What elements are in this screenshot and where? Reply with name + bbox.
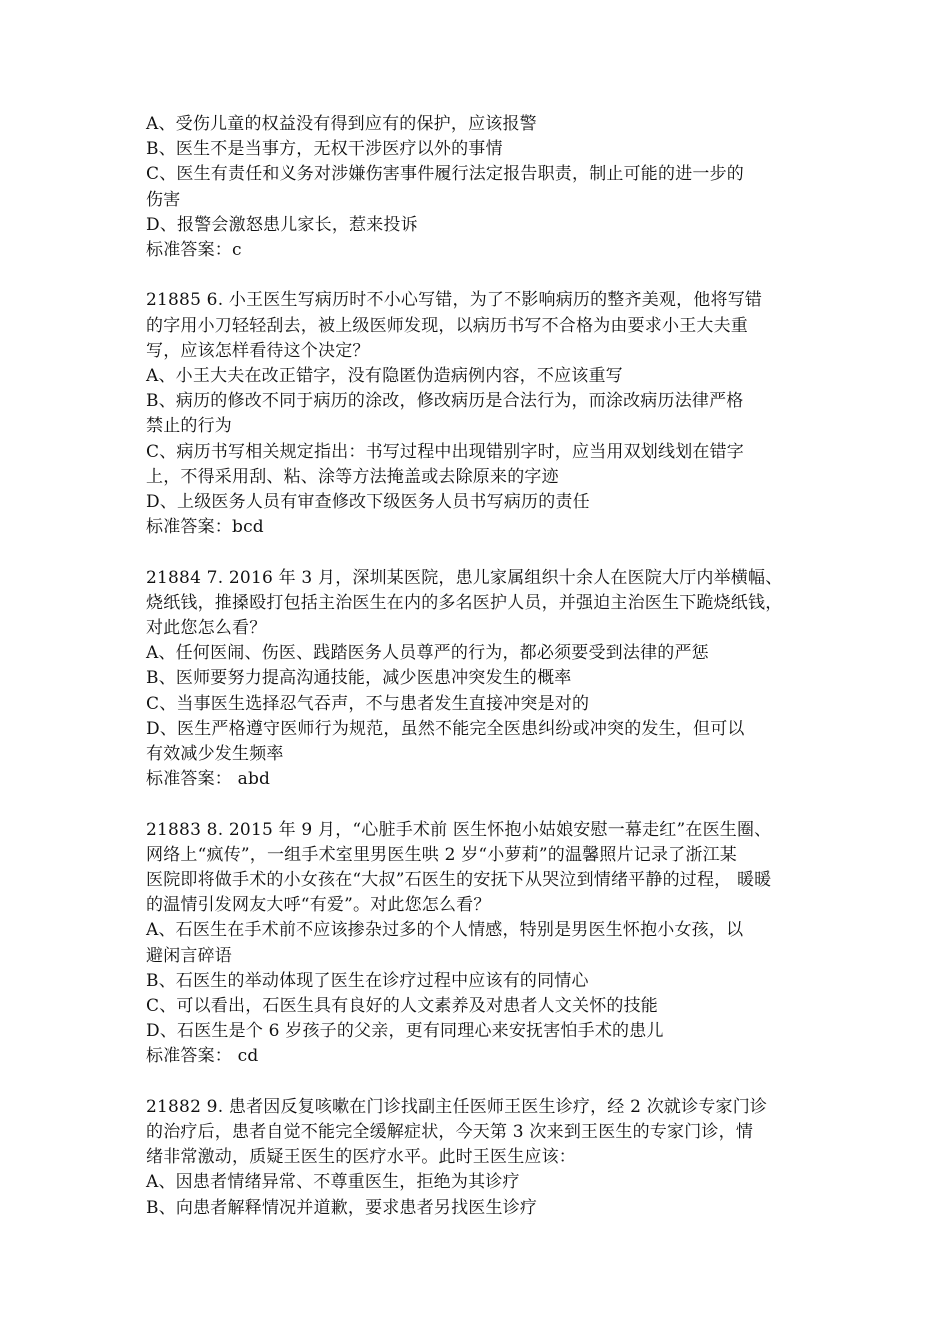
option-d: D、医生严格遵守医师行为规范，虽然不能完全医患纠纷或冲突的发生，但可以: [146, 718, 745, 739]
question-text-continued: 网络上“疯传”，一组手术室里男医生哄 2 岁“小萝莉”的温馨照片记录了浙江某: [146, 844, 737, 865]
question-text: 21884 7. 2016 年 3 月，深圳某医院，患儿家属组织十余人在医院大厅内举横幅、: [146, 567, 783, 588]
option-b: B、向患者解释情况并道歉，要求患者另找医生诊疗: [146, 1197, 538, 1218]
option-c-continued: 上，不得采用刮、粘、涂等方法掩盖或去除原来的字迹: [146, 466, 559, 487]
spacer: [146, 1070, 846, 1095]
spacer: [146, 792, 846, 817]
option-d: D、石医生是个 6 岁孩子的父亲，更有同理心来安抚害怕手术的患儿: [146, 1021, 664, 1042]
option-a: A、因患者情绪异常、不尊重医生，拒绝为其诊疗: [146, 1172, 520, 1193]
question-text-continued: 写，应该怎样看待这个决定？: [146, 340, 370, 361]
question-text-continued: 的温情引发网友大呼“有爱”。对此您怎么看？: [146, 895, 491, 916]
question-block-5: [146, 1095, 846, 1221]
option-b: B、医生不是当事方，无权干涉医疗以外的事情: [146, 139, 503, 160]
question-text-continued: 烧纸钱，推搡殴打包括主治医生在内的多名医护人员，并强迫主治医生下跪烧纸钱，: [146, 592, 783, 613]
option-d: D、上级医务人员有审查修改下级医务人员书写病历的责任: [146, 492, 590, 513]
option-a: A、任何医闹、伤医、践踏医务人员尊严的行为，都必须要受到法律的严惩: [146, 643, 709, 664]
question-block-1: [146, 112, 846, 263]
option-a: A、受伤儿童的权益没有得到应有的保护，应该报警: [146, 114, 537, 134]
option-c: C、病历书写相关规定指出：书写过程中出现错别字时，应当用双划线划在错字: [146, 441, 745, 462]
option-b: B、病历的修改不同于病历的涂改，修改病历是合法行为，而涂改病历法律严格: [146, 391, 744, 412]
answer: 标准答案： cd: [146, 1046, 259, 1067]
question-block-4: [146, 818, 846, 1070]
question-block-2: [146, 288, 846, 540]
spacer: [146, 540, 846, 565]
question-text-continued: 的治疗后，患者自觉不能完全缓解症状，今天第 3 次来到王医生的专家门诊，情: [146, 1122, 754, 1143]
question-text-continued: 的字用小刀轻轻刮去，被上级医师发现，以病历书写不合格为由要求小王大夫重: [146, 315, 748, 336]
option-b: B、医师要努力提高沟通技能，减少医患冲突发生的概率: [146, 668, 572, 689]
option-d-continued: 有效减少发生频率: [146, 744, 284, 765]
answer: 标准答案：bcd: [146, 517, 264, 538]
question-text: 21882 9. 患者因反复咳嗽在门诊找副主任医师王医生诊疗，经 2 次就诊专家门诊: [146, 1096, 768, 1117]
option-c-continued: 伤害: [146, 189, 181, 210]
document-page: [146, 112, 846, 1221]
question-text-continued: 对此您怎么看？: [146, 618, 267, 639]
question-text: 21883 8. 2015 年 9 月，“心脏手术前 医生怀抱小姑娘安慰一幕走红”在医生圈、: [146, 819, 772, 840]
option-c: C、当事医生选择忍气吞声，不与患者发生直接冲突是对的: [146, 693, 590, 714]
question-text-continued: 绪非常激动，质疑王医生的医疗水平。此时王医生应该：: [146, 1147, 576, 1168]
option-a: A、小王大夫在改正错字，没有隐匿伪造病例内容，不应该重写: [146, 366, 623, 387]
option-a: A、石医生在手术前不应该掺杂过多的个人情感，特别是男医生怀抱小女孩，以: [146, 920, 744, 941]
option-d: D、报警会激怒患儿家长，惹来投诉: [146, 214, 418, 235]
option-a-continued: 避闲言碎语: [146, 945, 232, 966]
answer: 标准答案： abd: [146, 769, 271, 790]
question-block-3: [146, 566, 846, 793]
option-b-continued: 禁止的行为: [146, 416, 232, 437]
question-text: 21885 6. 小王医生写病历时不小心写错，为了不影响病历的整齐美观，他将写错: [146, 290, 763, 311]
spacer: [146, 263, 846, 288]
question-text-continued: 医院即将做手术的小女孩在“大叔”石医生的安抚下从哭泣到情绪平静的过程， 暖暖: [146, 870, 772, 891]
option-c: C、可以看出，石医生具有良好的人文素养及对患者人文关怀的技能: [146, 996, 659, 1017]
option-c: C、医生有责任和义务对涉嫌伤害事件履行法定报告职责，制止可能的进一步的: [146, 164, 745, 185]
option-b: B、石医生的举动体现了医生在诊疗过程中应该有的同情心: [146, 970, 589, 991]
answer: 标准答案：c: [146, 240, 242, 261]
